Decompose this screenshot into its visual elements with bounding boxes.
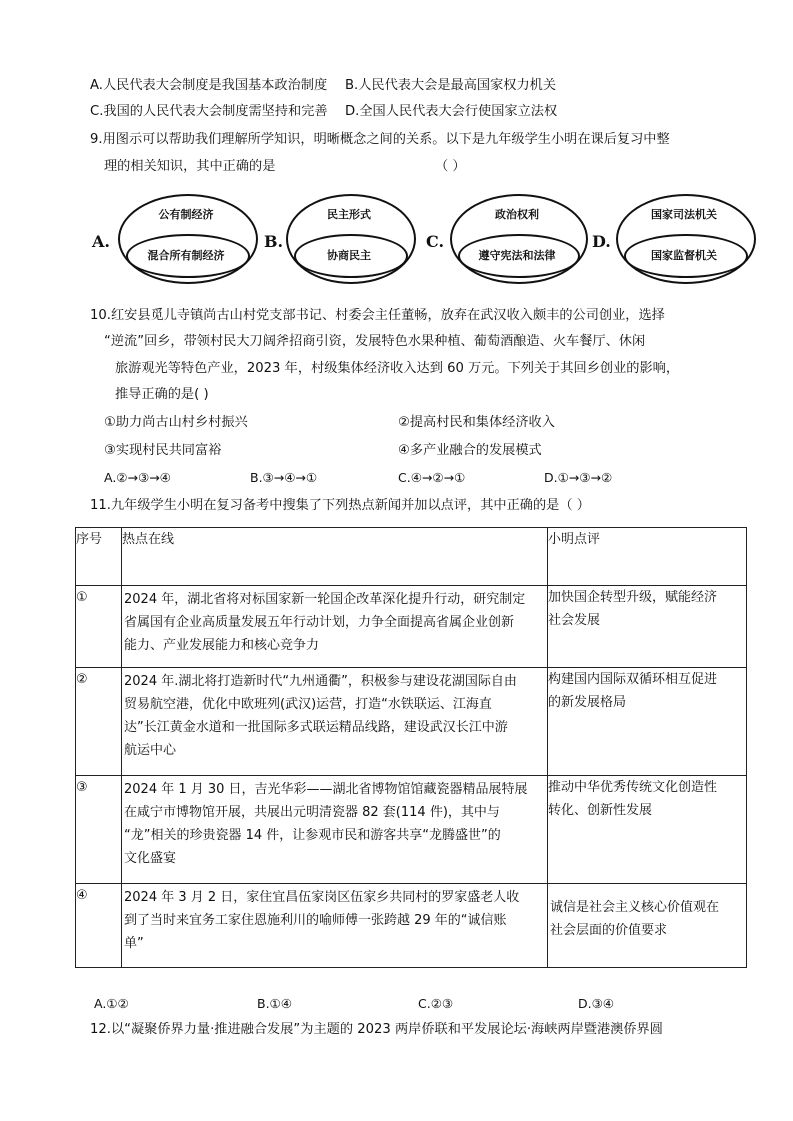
diagram-a-letter: A. [92, 232, 110, 251]
q8-option-a: A.人民代表大会制度是我国基本政治制度 [90, 78, 328, 93]
diagram-b-inner-label: 协商民主 [327, 249, 371, 262]
table-header-row [76, 528, 747, 586]
header-hot-news: 热点在线 [122, 532, 175, 547]
q11-option-d: D.③④ [578, 996, 615, 1011]
comment-line: 推动中华优秀传统文化创造性 [548, 780, 718, 795]
diagram-c-inner-label: 遵守宪法和法律 [478, 249, 556, 262]
q8-option-d: D.全国人民代表大会行使国家立法权 [345, 104, 558, 119]
q10-option-d: D.①→③→② [544, 470, 613, 485]
table-row [76, 776, 747, 884]
diagram-b [262, 194, 422, 284]
q10-item-1: ①助力尚古山村乡村振兴 [104, 415, 248, 430]
row-number: ③ [76, 780, 88, 795]
diagram-d-outer-label: 国家司法机关 [651, 208, 717, 221]
q9-stem-line1: 9.用图示可以帮助我们理解所学知识，明晰概念之间的关系。以下是九年级学生小明在课后复习中整 [90, 132, 670, 147]
comment-line: 加快国企转型升级，赋能经济 [548, 590, 718, 605]
q8-option-b: B.人民代表大会是最高国家权力机关 [345, 78, 557, 93]
q9-answer-blank: （ ） [435, 159, 466, 174]
news-line: 达”长江黄金水道和一批国际多式联运精品线路，建设武汉长江中游 [124, 720, 508, 735]
diagram-c [424, 194, 594, 284]
news-line: 贸易航空港，优化中欧班列(武汉)运营，打造“水铁联运、江海直 [124, 697, 492, 712]
news-line: 到了当时来宜务工家住恩施利川的喻师傅一张跨越 29 年的“诚信账 [124, 913, 507, 928]
q11-option-a: A.①② [94, 996, 129, 1011]
diagram-c-letter: C. [426, 232, 445, 251]
q11-stem: 11.九年级学生小明在复习备考中搜集了下列热点新闻并加以点评，其中正确的是（ ） [90, 498, 590, 513]
news-line: 2024 年，湖北省将对标国家新一轮国企改革深化提升行动，研究制定 [124, 592, 526, 607]
q10-stem-line2: “逆流”回乡，带领村民大刀阔斧招商引资，发展特色水果种植、葡萄酒酿造、火车餐厅、休闲 [104, 334, 646, 349]
diagram-b-outer-label: 民主形式 [327, 208, 371, 221]
q10-item-2: ②提高村民和集体经济收入 [398, 415, 555, 430]
news-line: 2024 年.湖北将打造新时代“九州通衢”，积极参与建设花湖国际自由 [124, 674, 517, 689]
q10-stem-line1: 10.红安县觅儿寺镇尚古山村党支部书记、村委会主任董畅，放弃在武汉收入颇丰的公司创业，选择 [90, 308, 665, 323]
diagram-d-letter: D. [592, 232, 611, 251]
hot-news-table [75, 527, 747, 968]
comment-line: 社会层面的价值要求 [550, 923, 668, 938]
news-line: 航运中心 [124, 743, 177, 758]
news-line: 2024 年 3 月 2 日，家住宜昌伍家岗区伍家乡共同村的罗家盛老人收 [124, 890, 520, 905]
diagram-d [592, 194, 762, 284]
row-number: ② [76, 672, 88, 687]
q11-option-c: C.②③ [418, 996, 454, 1011]
news-line: 2024 年 1 月 30 日，吉光华彩——湖北省博物馆馆藏瓷器精品展特展 [124, 782, 528, 797]
news-line: 在咸宁市博物馆开展，共展出元明清瓷器 82 套(114 件)，其中与 [124, 805, 500, 820]
q11-option-b: B.①④ [257, 996, 292, 1011]
comment-line: 转化、创新性发展 [548, 803, 653, 818]
q10-option-a: A.②→③→④ [104, 470, 171, 485]
q10-item-4: ④多产业融合的发展模式 [398, 443, 542, 458]
diagram-c-outer-label: 政治权利 [495, 208, 539, 221]
table-row [76, 586, 747, 668]
row-number: ④ [76, 888, 88, 903]
diagram-b-letter: B. [264, 232, 284, 251]
comment-line: 构建国内国际双循环相互促进 [548, 672, 718, 687]
news-line: 文化盛宴 [124, 851, 177, 866]
q10-option-c: C.④→②→① [398, 470, 466, 485]
diagram-a [92, 194, 262, 284]
q10-option-b: B.③→④→① [250, 470, 318, 485]
news-line: 单” [124, 936, 144, 951]
news-line: 省属国有企业高质量发展五年行动计划，力争全面提高省属企业创新 [124, 615, 515, 630]
q10-stem-line4: 推导正确的是( ) [115, 387, 209, 402]
diagram-a-inner-label: 混合所有制经济 [147, 249, 225, 262]
comment-line: 社会发展 [548, 613, 601, 628]
news-line: 能力、产业发展能力和核心竞争力 [124, 638, 320, 653]
comment-line: 的新发展格局 [548, 695, 627, 710]
news-line: “龙”相关的珍贵瓷器 14 件，让参观市民和游客共享“龙腾盛世”的 [124, 828, 501, 843]
q10-stem-line3: 旅游观光等特色产业，2023 年，村级集体经济收入达到 60 万元。下列关于其回乡创业的影响， [115, 361, 680, 376]
q9-stem-line2: 理的相关知识，其中正确的是 [104, 159, 276, 174]
comment-line: 诚信是社会主义核心价值观在 [550, 900, 720, 915]
table-row [76, 668, 747, 776]
header-number: 序号 [76, 532, 103, 547]
row-number: ① [76, 590, 88, 605]
diagram-a-outer-label: 公有制经济 [158, 208, 214, 221]
q8-option-c: C.我国的人民代表大会制度需坚持和完善 [90, 104, 328, 119]
table-row [76, 884, 747, 968]
diagram-d-inner-label: 国家监督机关 [651, 249, 717, 262]
q10-item-3: ③实现村民共同富裕 [104, 443, 222, 458]
header-comment: 小明点评 [548, 532, 601, 547]
q12-stem-line1: 12.以“凝聚侨界力量·推进融合发展”为主题的 2023 两岸侨联和平发展论坛·海峡两岸暨港澳侨界圆 [90, 1022, 663, 1037]
